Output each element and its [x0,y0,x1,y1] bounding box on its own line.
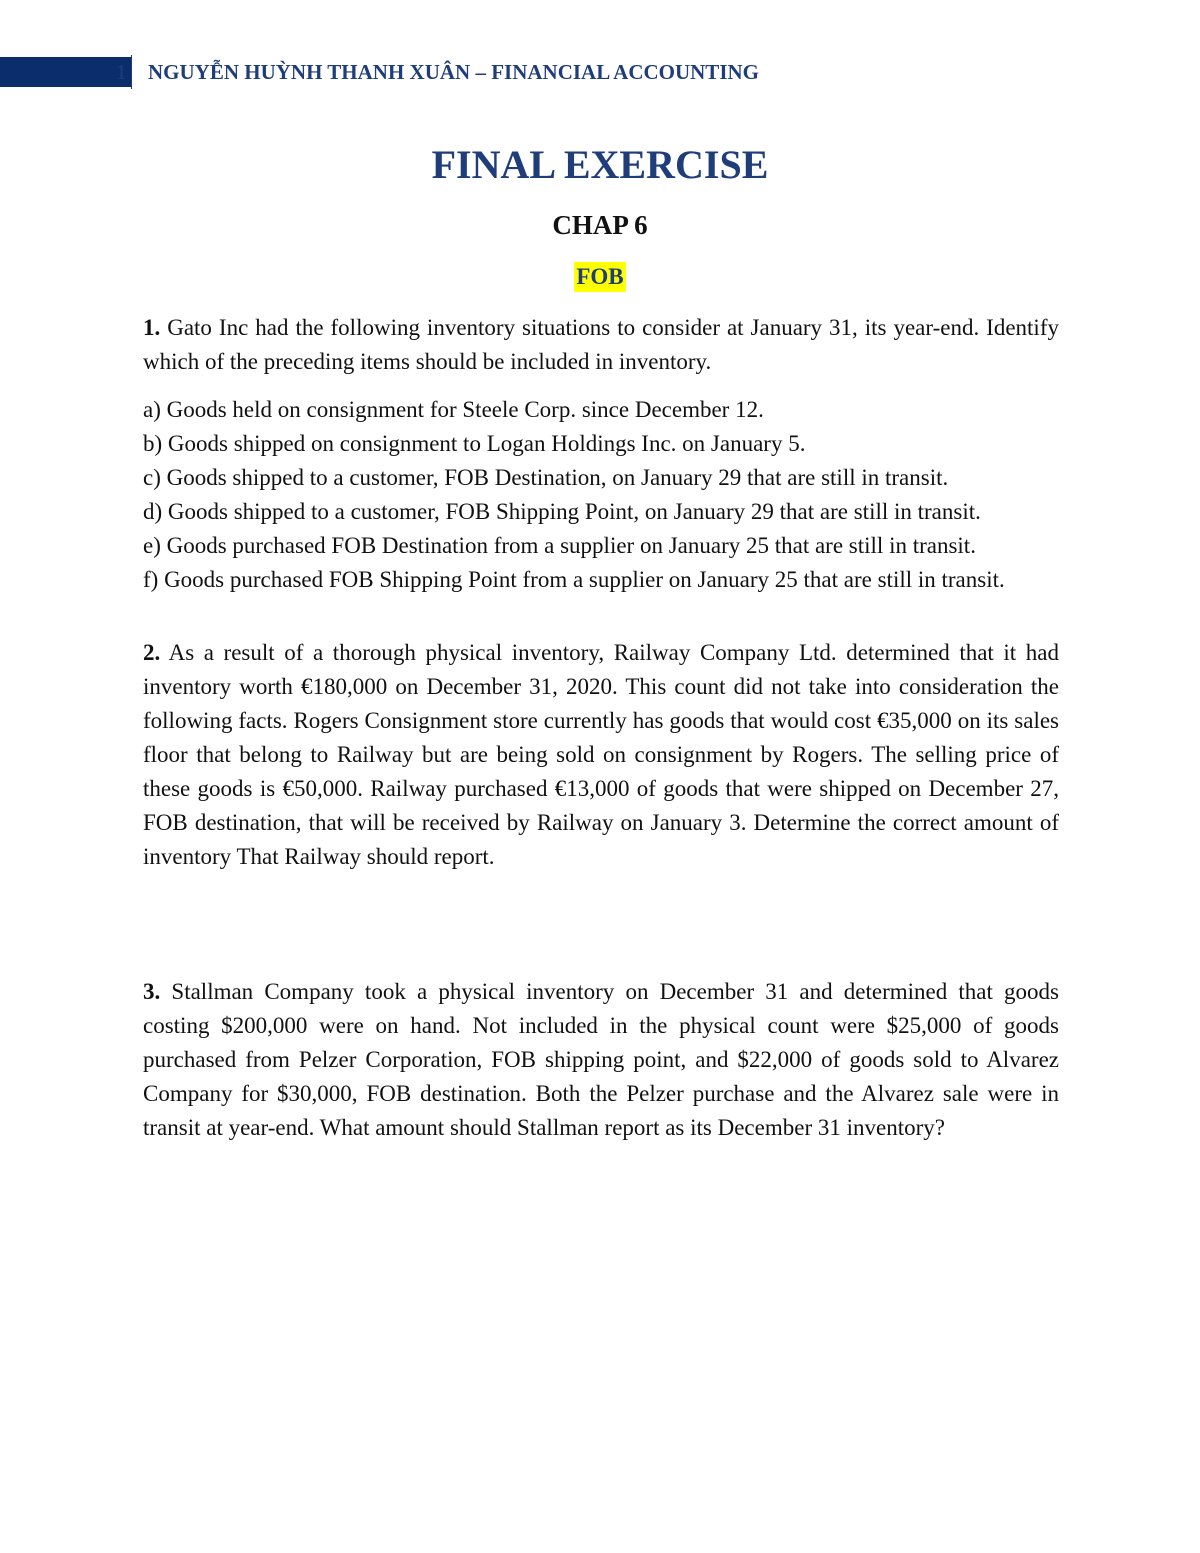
question-1-number: 1. [143,315,161,340]
question-1-item-d: d) Goods shipped to a customer, FOB Shipping Point, on January 29 that are still in transit. [143,499,981,524]
header-divider [131,55,132,89]
header-accent-bar [0,57,131,87]
question-2 [143,636,1059,874]
question-1-item-a: a) Goods held on consignment for Steele Corp. since December 12. [143,397,764,422]
question-3 [143,975,1059,1145]
question-1-text: Gato Inc had the following inventory situations to consider at January 31, its year-end. Identify which of the preceding items should be included in inventory. [143,315,1059,374]
question-1-item-e: e) Goods purchased FOB Destination from a supplier on January 25 that are still in transit. [143,533,976,558]
question-3-number: 3. [143,979,161,1004]
question-1 [143,311,1059,379]
question-1-item-f: f) Goods purchased FOB Shipping Point from a supplier on January 25 that are still in transit. [143,567,1005,592]
question-2-number: 2. [143,640,161,665]
section-heading-wrap [0,262,1200,297]
question-3-text: Stallman Company took a physical inventory on December 31 and determined that goods costing $200,000 were on hand. Not included in the physical count were $25,000 of goods purchased from Pelzer Corporation, FOB shipping point, and $22,000 of goods sold to Alvarez Company for $30,000, FOB destination. Both the Pelzer purchase and the Alvarez sale were in transit at year-end. What amount should Stallman report as its December 31 inventory? [143,979,1059,1140]
section-heading-highlighted: FOB [574,262,625,292]
exercise-content [143,311,1059,1145]
document-title: FINAL EXERCISE [431,142,769,187]
running-header-title: NGUYỄN HUỲNH THANH XUÂN – FINANCIAL ACCOUNTING [148,60,759,84]
question-1-item-b: b) Goods shipped on consignment to Logan Holdings Inc. on January 5. [143,431,806,456]
question-1-item-c: c) Goods shipped to a customer, FOB Destination, on January 29 that are still in transit. [143,465,949,490]
chapter-heading: CHAP 6 [552,210,648,240]
page-number: 1 [116,60,127,84]
question-2-text: As a result of a thorough physical inventory, Railway Company Ltd. determined that it had inventory worth €180,000 on December 31, 2020. This count did not take into consideration the following facts. Rogers Consignment store currently has goods that would cost €35,000 on its sales floor that belong to Railway but are being sold on consignment by Rogers. The selling price of these goods is €50,000. Railway purchased €13,000 of goods that were shipped on December 27, FOB destination, that will be received by Railway on January 3. Determine the correct amount of inventory That Railway should report. [143,640,1059,869]
